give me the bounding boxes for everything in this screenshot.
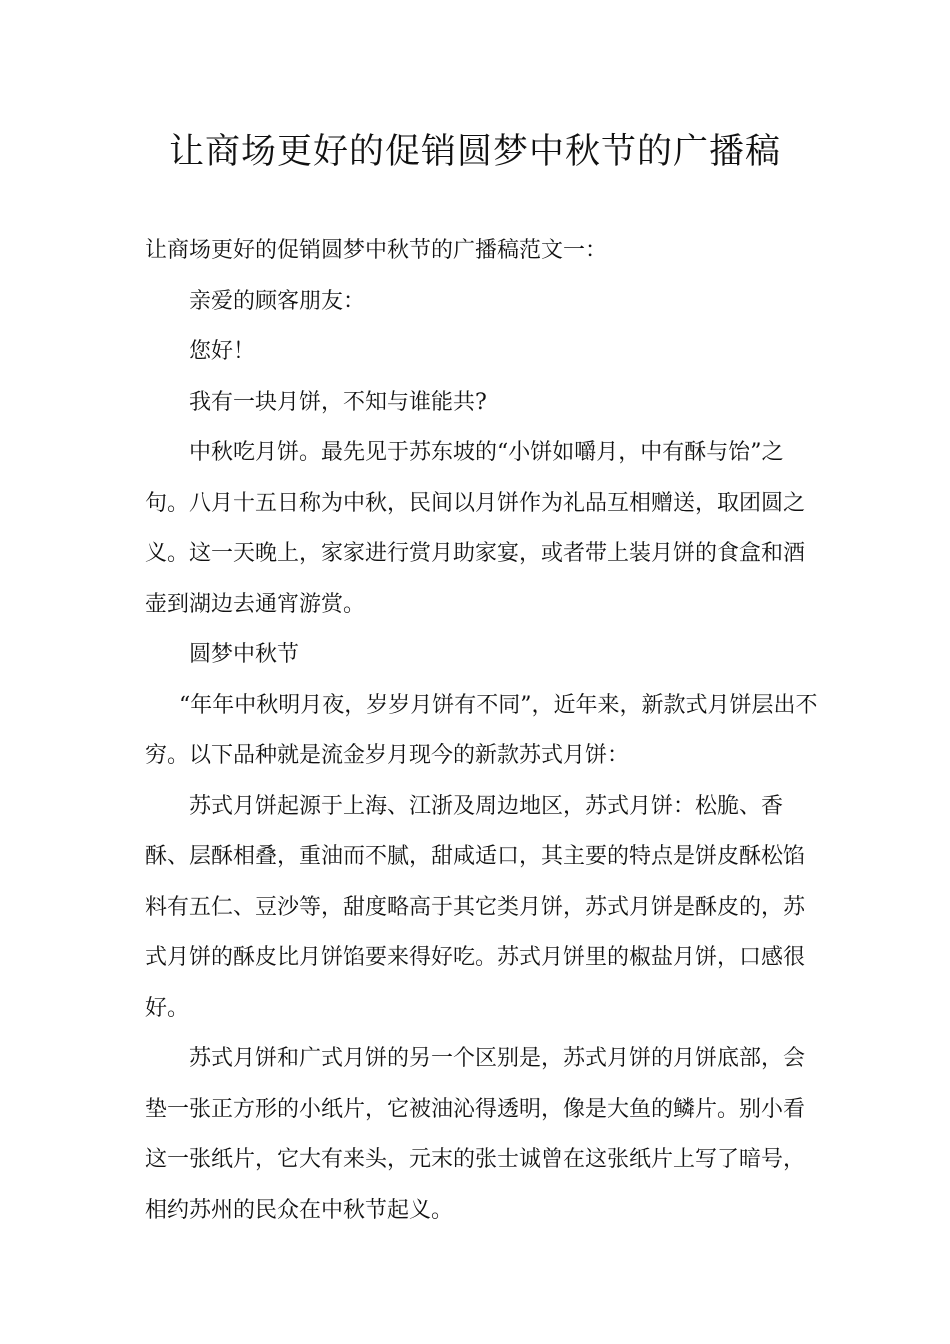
paragraph-mooncake-question: 我有一块月饼，不知与谁能共?	[189, 389, 487, 415]
paragraph-hello: 您好！	[189, 339, 256, 364]
paragraph-greeting: 亲爱的顾客朋友：	[189, 288, 366, 314]
paragraph-paper-origin: 苏式月饼和广式月饼的另一个区别是，苏式月饼的月饼底部，会垫一张正方形的小纸片，它被油沁得透明，像是大鱼的鳞片。别小看这一张纸片，它大有来头，元末的张士诚曾在这张纸片上写了暗号，相约苏州的民众在中秋节起义。	[145, 1046, 806, 1223]
document-title: 让商场更好的促销圆梦中秋节的广播稿	[168, 132, 781, 172]
paragraph-mid-autumn-history: 中秋吃月饼。最先见于苏东坡的“小饼如嚼月，中有酥与饴”之句。八月十五日称为中秋，民间以月饼作为礼品互相赠送，取团圆之义。这一天晚上，家家进行赏月助家宴，或者带上装月饼的食盒和酒壶到湖边去通宵游赏。	[145, 440, 806, 617]
paragraph-intro: 让商场更好的促销圆梦中秋节的广播稿范文一：	[145, 238, 608, 263]
paragraph-suzhou-style: 苏式月饼起源于上海、江浙及周边地区，苏式月饼：松脆、香酥、层酥相叠，重油而不腻，甜咸适口，其主要的特点是饼皮酥松馅料有五仁、豆沙等，甜度略高于其它类月饼，苏式月饼是酥皮的，苏式月饼的酥皮比月饼馅要来得好吃。苏式月饼里的椒盐月饼，口感很好。	[145, 793, 806, 1021]
paragraph-new-styles: “年年中秋明月夜，岁岁月饼有不同”，近年来，新款式月饼层出不穷。以下品种就是流金岁月现今的新款苏式月饼：	[145, 692, 818, 768]
document-body	[145, 226, 825, 1236]
paragraph-section-heading: 圆梦中秋节	[189, 642, 300, 667]
